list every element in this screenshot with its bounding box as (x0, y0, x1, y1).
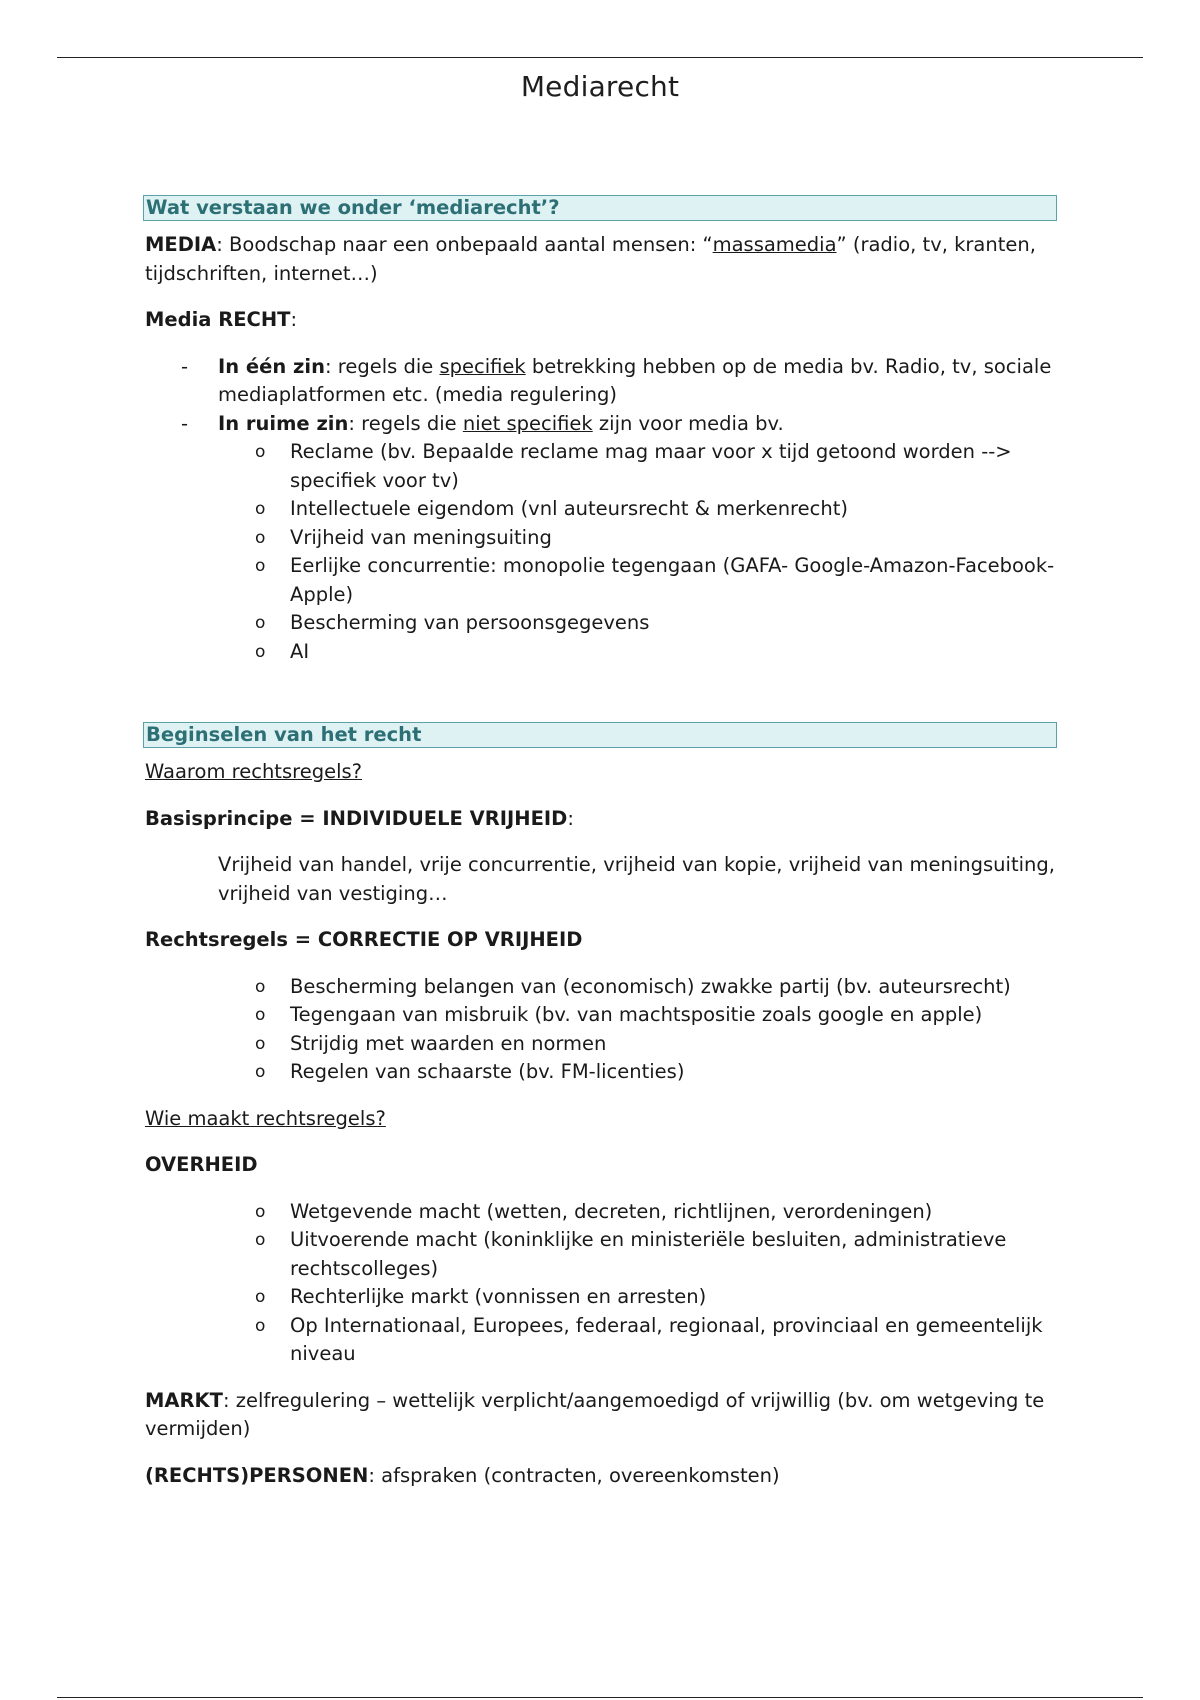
item-text: Op Internationaal, Europees, federaal, regionaal, provinciaal en gemeentelijk niveau (290, 1313, 1043, 1365)
markt-paragraph (145, 1387, 1057, 1444)
circle-bullet: o (255, 1230, 266, 1250)
circle-bullet: o (255, 613, 266, 633)
circle-bullet: o (255, 1287, 266, 1307)
ruime-zin-sublist (145, 438, 1057, 666)
circle-bullet: o (255, 1005, 266, 1025)
item-text: Regelen van schaarste (bv. FM-licenties) (290, 1060, 685, 1083)
page-title: Mediarecht (520, 70, 680, 103)
media-recht-colon: : (290, 308, 298, 331)
circle-bullet: o (255, 556, 266, 576)
circle-bullet: o (255, 1062, 266, 1082)
dash-marker: - (181, 354, 189, 378)
item-text: Bescherming van persoonsgegevens (290, 611, 650, 634)
item-text: Strijdig met waarden en normen (290, 1031, 607, 1055)
overheid-heading (145, 1151, 1057, 1180)
item-text: Bescherming belangen van (economisch) zwakke partij (bv. auteursrecht) (290, 974, 1011, 998)
list-item (145, 1283, 1057, 1312)
item-bold: In één zin (218, 354, 325, 378)
overheid-list (145, 1198, 1057, 1369)
item-text: Vrijheid van meningsuiting (290, 525, 552, 549)
item-text: zijn voor media bv. (592, 411, 784, 435)
question-text: Wie maakt rechtsregels? (145, 1106, 386, 1130)
media-text-pre: : Boodschap naar een onbepaald aantal mensen: “ (216, 233, 713, 256)
circle-bullet: o (255, 442, 266, 462)
media-text-post: ” (radio, tv, kranten, tijdschriften, internet…) (145, 233, 1036, 285)
markt-text: : zelfregulering – wettelijk verplicht/aangemoedigd of vrijwillig (bv. om wetgeving te vermijden) (145, 1388, 1045, 1440)
media-label: MEDIA (145, 233, 217, 256)
circle-bullet: o (255, 1201, 266, 1222)
media-recht-heading (145, 306, 1057, 335)
item-text: Wetgevende macht (wetten, decreten, richtlijnen, verordeningen) (290, 1199, 933, 1223)
document-body (145, 195, 1057, 1490)
question-text: Waarom rechtsregels? (145, 760, 363, 783)
rechtsregels-label: Rechtsregels = CORRECTIE OP VRIJHEID (145, 928, 583, 951)
list-item (145, 552, 1057, 609)
bottom-rule (57, 1697, 1143, 1698)
list-item (145, 609, 1057, 638)
item-text: Reclame (bv. Bepaalde reclame mag maar voor x tijd getoond worden --> specifiek voor tv) (290, 440, 1012, 492)
massamedia-term: massamedia (712, 233, 837, 256)
item-text: Tegengaan van misbruik (bv. van machtspositie zoals google en apple) (290, 1003, 983, 1026)
list-item (145, 1226, 1057, 1283)
item-text: Eerlijke concurrentie: monopolie tegengaan (GAFA- Google-Amazon-Facebook-Apple) (290, 554, 1055, 606)
personen-text: : afspraken (contracten, overeenkomsten) (368, 1463, 780, 1487)
list-item (145, 638, 1057, 667)
item-text: AI (290, 639, 310, 663)
rechtsregels-heading (145, 926, 1057, 955)
basisprincipe (145, 805, 1057, 834)
item-text: Uitvoerende macht (koninklijke en ministeriële besluiten, administratieve rechtscolleges) (290, 1228, 1007, 1280)
list-item (145, 524, 1057, 553)
top-rule (57, 57, 1143, 58)
item-bold: In ruime zin (218, 411, 349, 435)
item-underline: niet specifiek (462, 411, 593, 435)
list-item (145, 973, 1057, 1002)
list-item (145, 1058, 1057, 1087)
question-wie (145, 1105, 1057, 1134)
circle-bullet: o (255, 976, 266, 997)
basisprincipe-label: Basisprincipe = INDIVIDUELE VRIJHEID (145, 806, 568, 830)
item-text: betrekking hebben op de media bv. Radio, tv, sociale mediaplatformen etc. (media regulering) (218, 354, 1052, 406)
item-text: : regels die (348, 411, 463, 435)
media-recht-list (145, 353, 1057, 439)
item-underline: specifiek (439, 354, 526, 378)
list-item (145, 1001, 1057, 1030)
list-item (145, 1312, 1057, 1369)
circle-bullet: o (255, 1315, 266, 1336)
media-recht-label: Media RECHT (145, 308, 291, 331)
personen-label: (RECHTS)PERSONEN (145, 1463, 369, 1487)
personen-paragraph (145, 1462, 1057, 1491)
list-item (145, 1030, 1057, 1059)
circle-bullet: o (255, 641, 266, 662)
list-item (145, 1198, 1057, 1227)
item-text: Intellectuele eigendom (vnl auteursrecht & merkenrecht) (290, 497, 848, 520)
section-heading-mediarecht: Wat verstaan we onder ‘mediarecht’? (143, 195, 1057, 221)
list-item (145, 410, 1057, 439)
list-item (145, 353, 1057, 410)
section-heading-beginselen: Beginselen van het recht (143, 722, 1057, 748)
basisprincipe-text: Vrijheid van handel, vrije concurrentie, vrijheid van kopie, vrijheid van meningsuiting, vrijheid van vestiging… (218, 853, 1055, 905)
media-definition (145, 231, 1057, 288)
list-item (145, 495, 1057, 524)
markt-label: MARKT (145, 1388, 223, 1412)
circle-bullet: o (255, 527, 266, 548)
question-waarom (145, 758, 1057, 787)
rechtsregels-list (145, 973, 1057, 1087)
basisprincipe-colon: : (567, 806, 574, 830)
overheid-label: OVERHEID (145, 1153, 258, 1176)
circle-bullet: o (255, 1033, 266, 1054)
dash-marker: - (181, 411, 189, 435)
item-text: : regels die (324, 354, 440, 378)
item-text: Rechterlijke markt (vonnissen en arresten) (290, 1285, 707, 1308)
list-item (145, 438, 1057, 495)
circle-bullet: o (255, 499, 266, 519)
